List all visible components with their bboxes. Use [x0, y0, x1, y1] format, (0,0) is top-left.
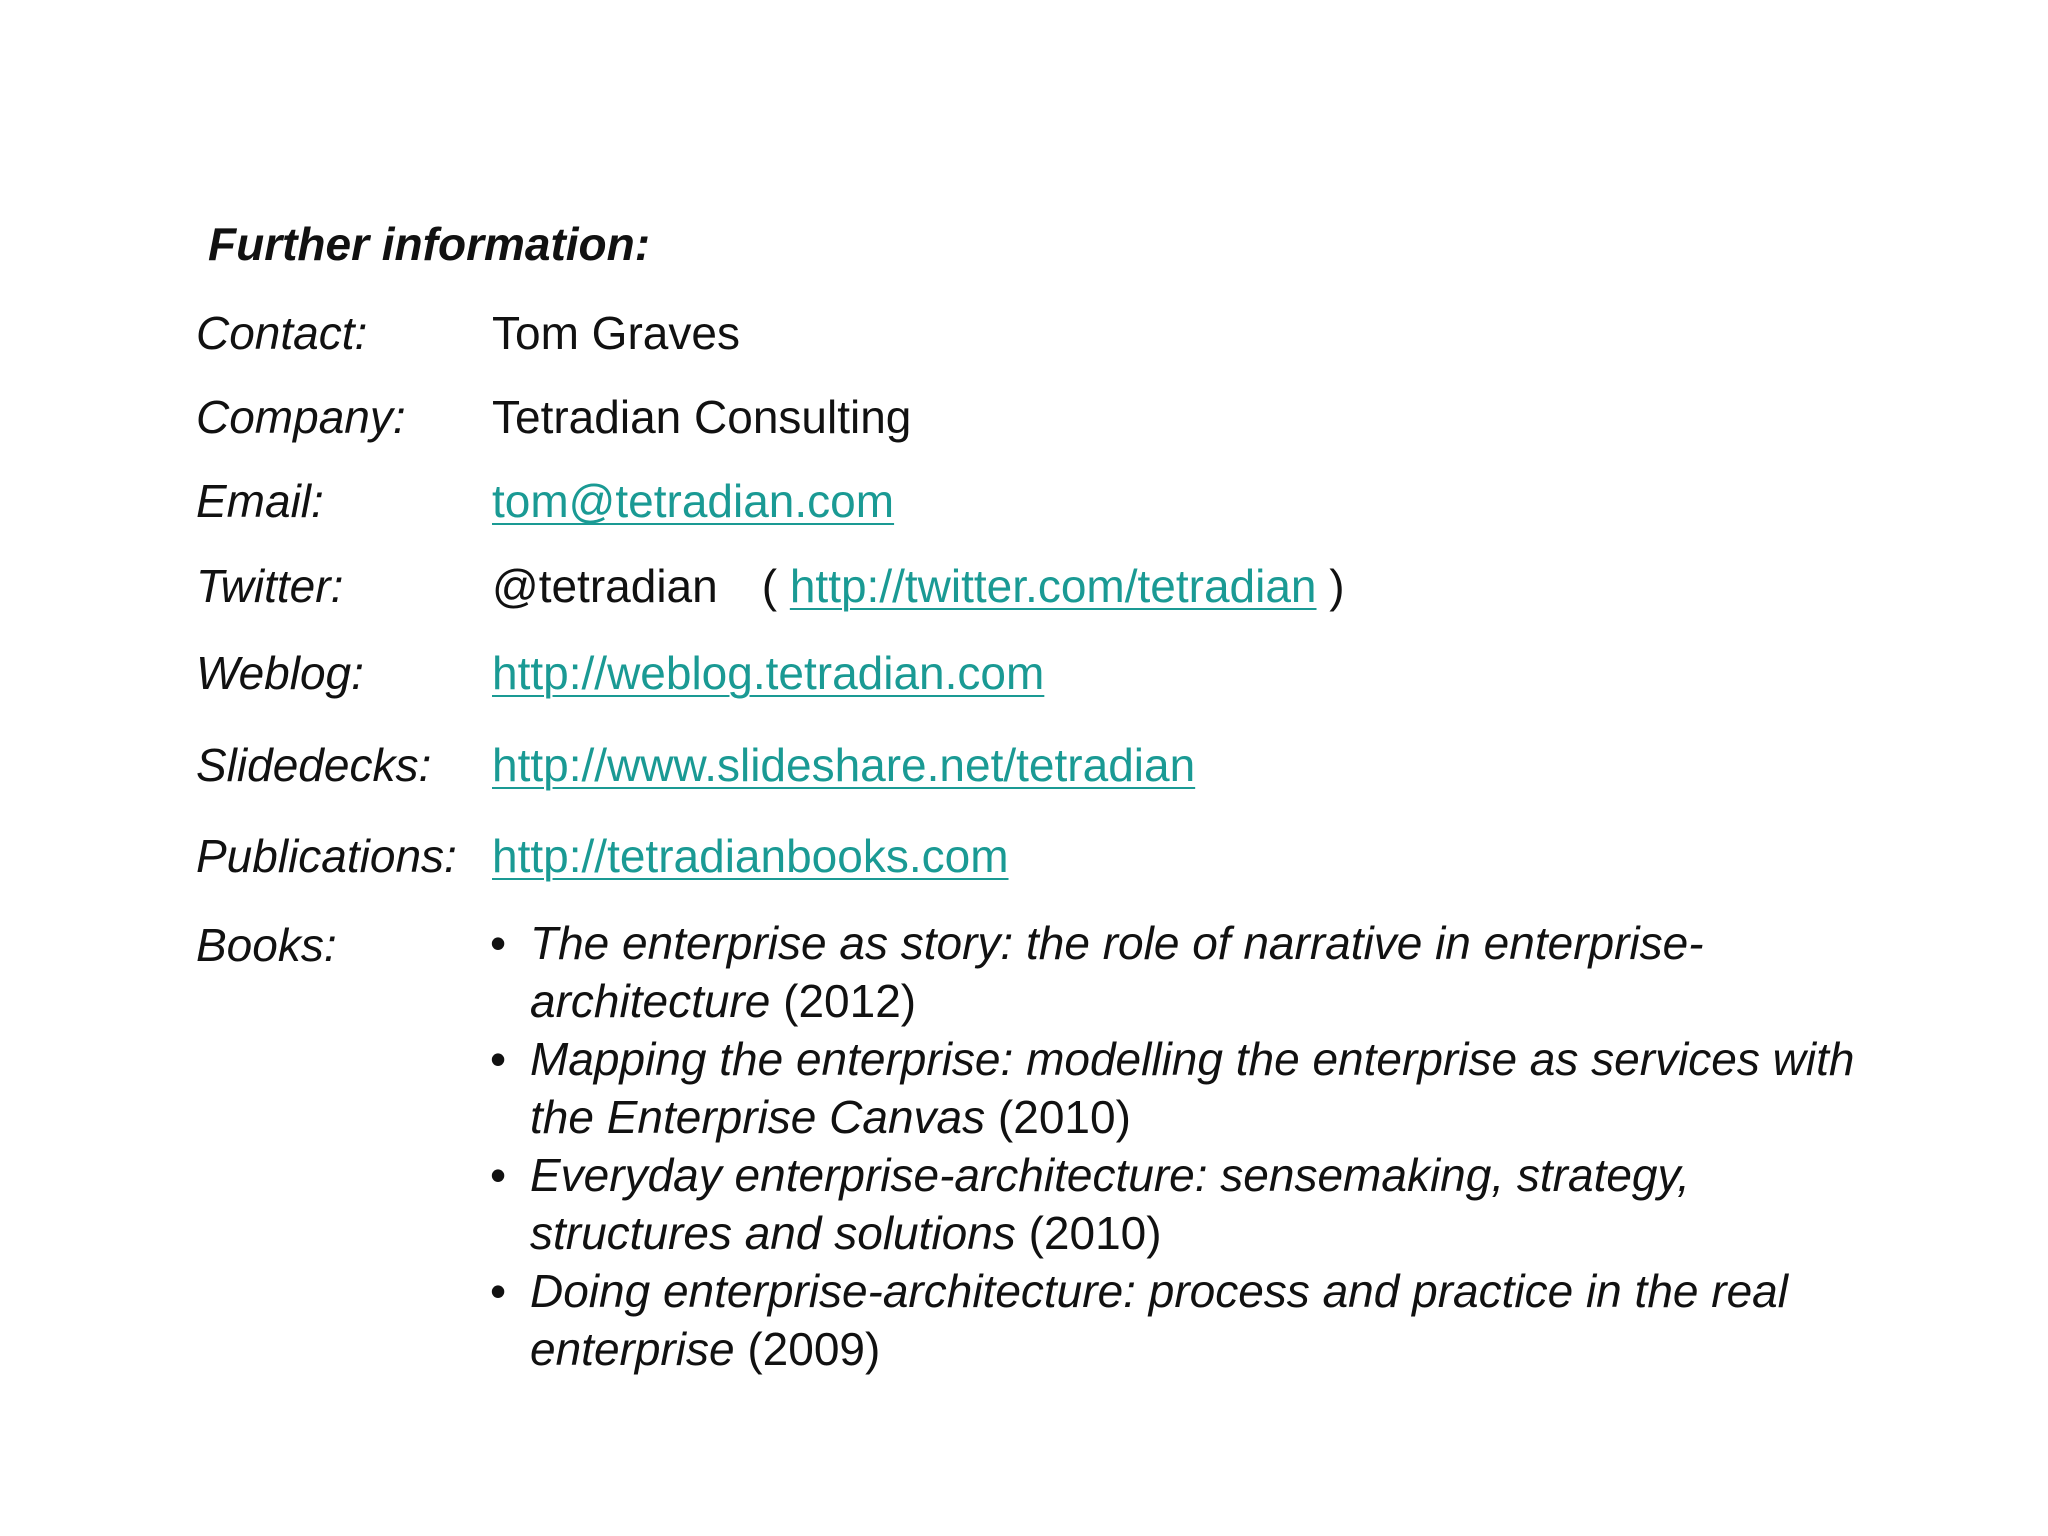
twitter-value-wrapper [492, 556, 1345, 616]
email-row [196, 471, 1896, 531]
publications-value-wrapper [492, 826, 1009, 886]
book-year: (2009) [747, 1323, 881, 1375]
publications-label: Publications: [196, 830, 457, 882]
bullet-icon: • [490, 1265, 507, 1317]
twitter-label: Twitter: [196, 560, 344, 612]
book-year: (2010) [1028, 1207, 1162, 1259]
bullet-icon: • [490, 1149, 507, 1201]
slidedecks-value-wrapper [492, 735, 1195, 795]
slidedecks-row [196, 735, 1896, 795]
book-year: (2012) [783, 975, 917, 1027]
twitter-row [196, 556, 1896, 616]
twitter-handle: @tetradian [492, 560, 718, 612]
company-value: Tetradian Consulting [492, 391, 912, 443]
page-title: Further information: [208, 218, 651, 270]
email-link[interactable]: tom@tetradian.com [492, 475, 895, 527]
book-title: Everyday enterprise-architecture: sensemaking, strategy, structures and solutions [530, 1149, 1690, 1259]
contact-label: Contact: [196, 307, 368, 359]
book-item [490, 1146, 1890, 1262]
book-title: The enterprise as story: the role of narrative in enterprise-architecture [530, 917, 1704, 1027]
email-label: Email: [196, 475, 324, 527]
email-value-wrapper [492, 471, 894, 531]
book-item [490, 914, 1890, 1030]
weblog-label: Weblog: [196, 647, 364, 699]
contact-value: Tom Graves [492, 307, 740, 359]
twitter-close-paren: ) [1329, 560, 1345, 612]
bullet-icon: • [490, 917, 507, 969]
twitter-link[interactable]: http://twitter.com/tetradian [789, 560, 1317, 612]
publications-link[interactable]: http://tetradianbooks.com [492, 830, 1009, 882]
company-label: Company: [196, 391, 406, 443]
books-list [490, 914, 1890, 1378]
weblog-row [196, 643, 1896, 703]
weblog-link[interactable]: http://weblog.tetradian.com [492, 647, 1045, 699]
slidedecks-label: Slidedecks: [196, 739, 432, 791]
publications-row [196, 826, 1896, 886]
book-item [490, 1262, 1890, 1378]
book-item [490, 1030, 1890, 1146]
bullet-icon: • [490, 1033, 507, 1085]
books-label: Books: [196, 919, 337, 971]
contact-row [196, 303, 1896, 363]
book-title: Mapping the enterprise: modelling the enterprise as services with the Enterprise Canvas [530, 1033, 1855, 1143]
slidedecks-link[interactable]: http://www.slideshare.net/tetradian [492, 739, 1196, 791]
twitter-open-paren: ( [761, 560, 778, 612]
company-row [196, 387, 1896, 447]
book-year: (2010) [997, 1091, 1131, 1143]
weblog-value-wrapper [492, 643, 1044, 703]
book-title: Doing enterprise-architecture: process and practice in the real enterprise [530, 1265, 1788, 1375]
